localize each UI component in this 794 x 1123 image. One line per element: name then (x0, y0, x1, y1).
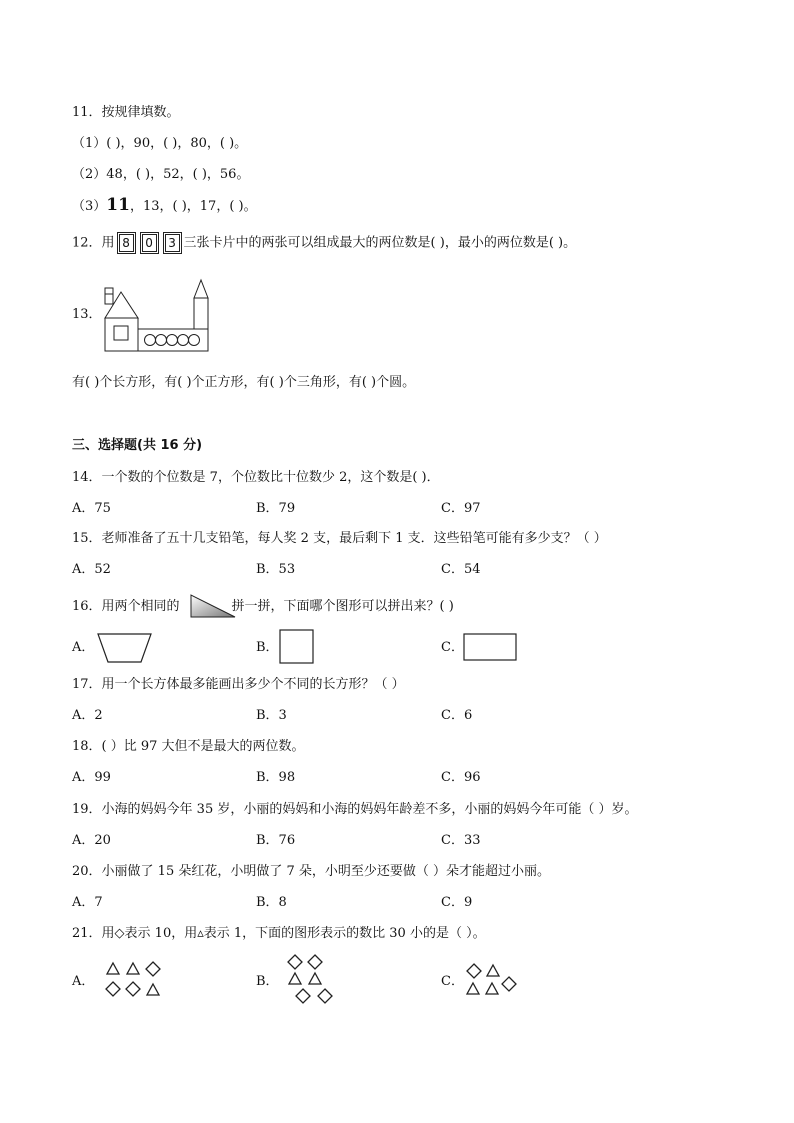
section-3-title: 三、选择题(共 16 分) (72, 438, 203, 453)
q18-option-a: A．99 (72, 770, 111, 785)
q11-part3 (72, 196, 257, 216)
q19-option-a: A．20 (72, 833, 111, 848)
q17: 17．用一个长方体最多能画出多少个不同的长方形？（ ） (72, 677, 405, 692)
q16-option-c: C． (441, 640, 464, 655)
q20-option-a: A．7 (72, 895, 103, 910)
q16 (72, 598, 454, 616)
q20-option-c: C．9 (441, 895, 473, 910)
q15-option-b: B．53 (256, 562, 296, 577)
card-3: 3 (165, 234, 180, 252)
rectangle-shape (463, 633, 519, 663)
q17-option-c: C．6 (441, 708, 473, 723)
q21-c-shapes (465, 962, 521, 998)
q11-part3-rest: ，13，( )，17，( )。 (129, 199, 257, 214)
card-8: 8 (119, 234, 134, 252)
q14-option-b: B．79 (256, 501, 296, 516)
q11-part2: （2）48，( )，52，( )，56。 (72, 167, 250, 182)
q21-option-a: A． (72, 974, 95, 989)
q12-prefix: 12．用 (72, 235, 115, 251)
q14: 14．一个数的个位数是 7，个位数比十位数少 2，这个数是( )． (72, 470, 440, 485)
q11-part3-big: 11 (106, 195, 130, 215)
q19: 19．小海的妈妈今年 35 岁，小丽的妈妈和小海的妈妈年龄差不多，小丽的妈妈今年可能（ ）岁。 (72, 802, 638, 817)
q21-b-shapes (283, 953, 339, 1007)
q11-title: 11．按规律填数。 (72, 105, 180, 120)
q18-option-c: C．96 (441, 770, 481, 785)
q17-option-a: A．2 (72, 708, 103, 723)
q21-option-b: B． (256, 974, 279, 989)
q16-suffix: 拼一拼，下面哪个图形可以拼出来？( ) (231, 599, 454, 614)
q18: 18．( ）比 97 大但不是最大的两位数。 (72, 739, 305, 754)
q15: 15．老师准备了五十几支铅笔，每人奖 2 支，最后剩下 1 支．这些铅笔可能有多少支？（ ） (72, 531, 607, 546)
q20-option-b: B．8 (256, 895, 287, 910)
q21-a-shapes (102, 960, 166, 1000)
q14-option-c: C．97 (441, 501, 481, 516)
right-triangle-icon (188, 592, 238, 620)
q15-option-c: C．54 (441, 562, 481, 577)
q16-option-b: B． (256, 640, 279, 655)
q19-option-b: B．76 (256, 833, 296, 848)
q12-line (72, 234, 576, 253)
q21: 21．用◇表示 10，用▵表示 1，下面的图形表示的数比 30 小的是（ ）。 (72, 926, 486, 941)
castle-figure (100, 272, 220, 354)
card-0: 0 (142, 234, 157, 252)
q14-option-a: A．75 (72, 501, 111, 516)
q20: 20．小丽做了 15 朵红花，小明做了 7 朵，小明至少还要做（ ）朵才能超过小丽。 (72, 864, 551, 879)
q13-text: 有( )个长方形，有( )个正方形，有( )个三角形，有( )个圆。 (72, 375, 416, 390)
q11-part1: （1）( )，90，( )，80，( )。 (72, 136, 248, 151)
q19-option-c: C．33 (441, 833, 481, 848)
q15-option-a: A．52 (72, 562, 111, 577)
trapezoid-shape (96, 632, 154, 664)
q11-part3-prefix: （3） (72, 199, 107, 214)
q18-option-b: B．98 (256, 770, 296, 785)
square-shape (279, 629, 315, 665)
q13-num: 13． (72, 307, 102, 322)
q21-option-c: C． (441, 974, 464, 989)
q17-option-b: B．3 (256, 708, 287, 723)
q16-prefix: 16．用两个相同的 (72, 599, 180, 614)
q16-option-a: A． (72, 640, 95, 655)
q12-rest: 三张卡片中的两张可以组成最大的两位数是( )，最小的两位数是( )。 (183, 235, 577, 251)
